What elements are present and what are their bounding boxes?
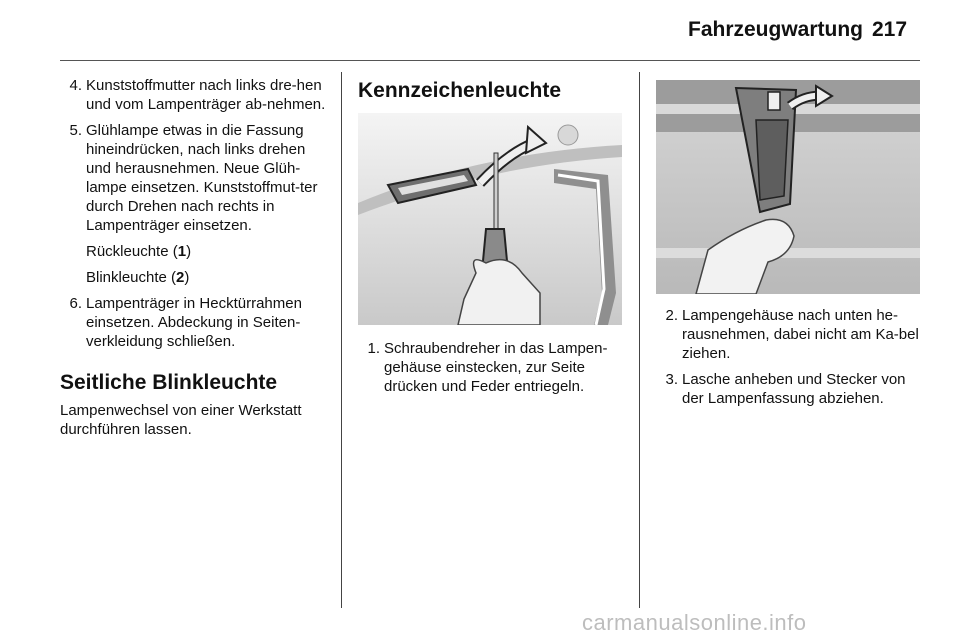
list-item xyxy=(358,339,626,396)
site-watermark: carmanualsonline.info xyxy=(582,610,807,635)
step-text: Lasche anheben und Stecker von der Lampenfassung abziehen. xyxy=(682,371,906,407)
step-number: 4. xyxy=(69,77,82,94)
lamp-removal-illustration xyxy=(656,80,920,294)
list-item xyxy=(60,76,330,114)
column-divider-2 xyxy=(639,72,640,608)
list-item xyxy=(656,306,922,363)
page-header-title: Fahrzeugwartung xyxy=(688,18,864,41)
step-number: 6. xyxy=(69,295,82,312)
page-number: 217 xyxy=(872,18,908,41)
step-number: 1. xyxy=(367,340,380,357)
ref-prefix: Blinkleuchte ( xyxy=(86,269,177,286)
section-heading: Seitliche Blinkleuchte xyxy=(60,371,278,394)
step-number: 3. xyxy=(665,371,678,388)
step-number: 2. xyxy=(665,307,678,324)
list-item xyxy=(60,121,330,287)
step-number: 5. xyxy=(69,122,82,139)
step-text: Schraubendreher in das Lampen-gehäuse einstecken, zur Seite drücken und Feder entriegeln. xyxy=(384,340,608,395)
step-text: Lampengehäuse nach unten he-rausnehmen, dabei nicht am Ka-bel ziehen. xyxy=(682,307,919,362)
column-2 xyxy=(358,79,626,403)
column-divider-1 xyxy=(341,72,342,608)
list-item xyxy=(60,294,330,351)
step-text: Kunststoffmutter nach links dre-hen und vom Lampenträger ab-nehmen. xyxy=(86,77,326,113)
lamp-housing-illustration xyxy=(656,80,920,294)
column-1 xyxy=(60,76,330,439)
step-text: Glühlampe etwas in die Fassung hineindrücken, nach links drehen und herausnehmen. Neue Glüh-lampe einsetzen. Kunststoffmut-ter durch Drehen nach rechts in Lampenträger einsetzen. xyxy=(86,122,318,234)
ref-prefix: Rückleuchte ( xyxy=(86,243,178,260)
step-list xyxy=(60,76,330,351)
header-divider xyxy=(60,60,920,61)
screwdriver-illustration xyxy=(358,113,622,325)
ref-suffix: ) xyxy=(184,269,190,286)
ref-number: 1 xyxy=(177,243,187,260)
list-item xyxy=(656,370,922,408)
rear-light-ref xyxy=(86,242,330,261)
section-heading: Kennzeichenleuchte xyxy=(358,79,562,102)
section-paragraph: Lampenwechsel von einer Werkstatt durchführen lassen. xyxy=(60,402,302,438)
step-list xyxy=(358,339,626,396)
indicator-ref xyxy=(86,268,330,287)
step-list xyxy=(656,306,922,408)
license-plate-light-illustration xyxy=(358,113,622,325)
step-text: Lampenträger in Hecktürrahmen einsetzen. Abdeckung in Seiten-verkleidung schließen. xyxy=(86,295,302,350)
column-3 xyxy=(656,80,922,415)
ref-number: 2 xyxy=(176,269,185,286)
ref-suffix: ) xyxy=(186,243,192,260)
